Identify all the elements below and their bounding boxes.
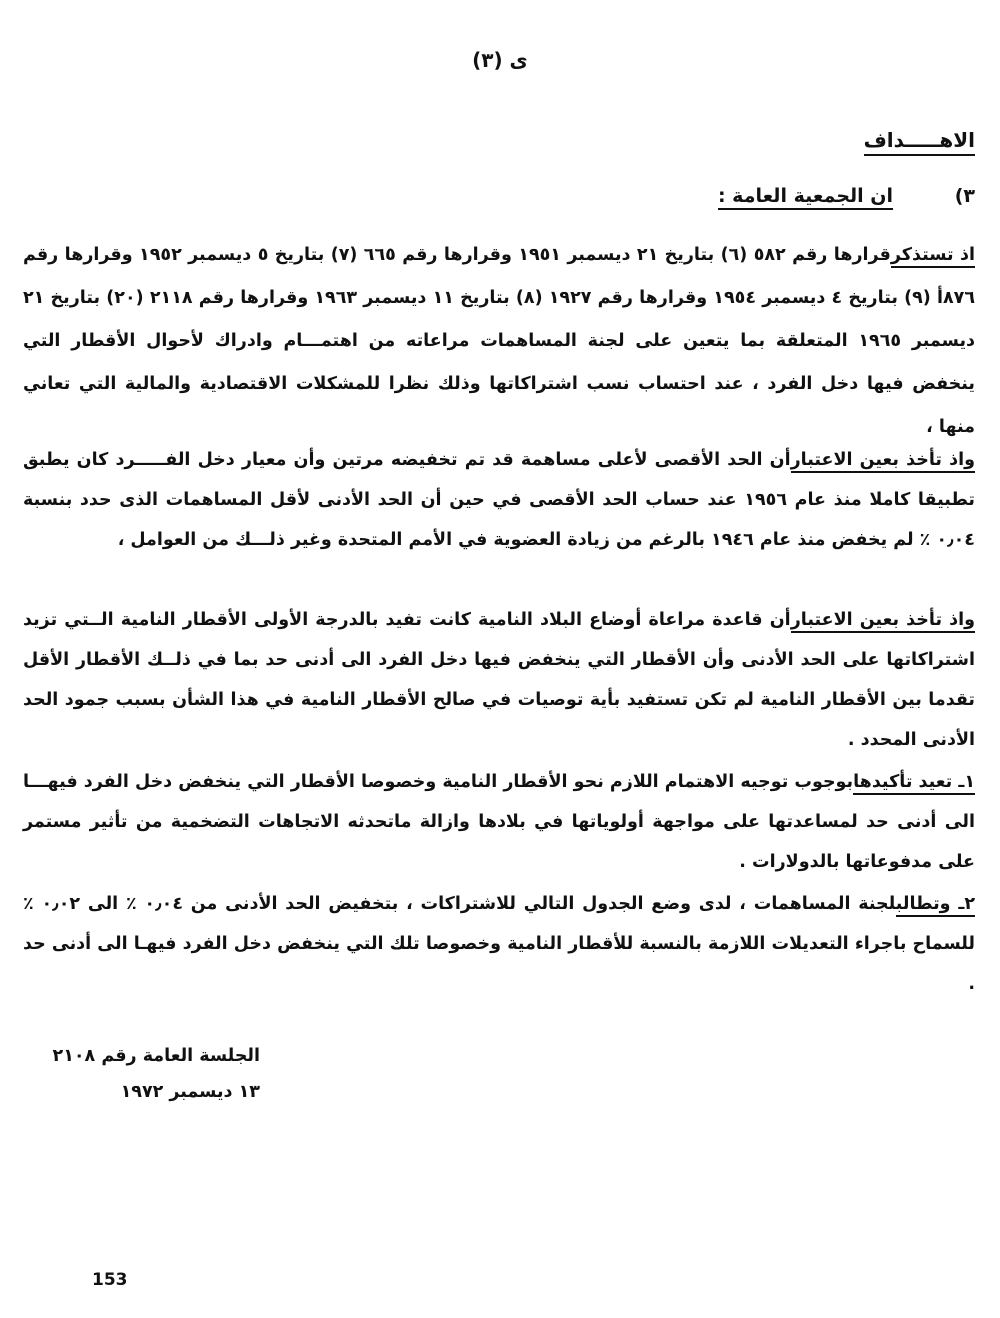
paragraph-lead: اذ تستذكر xyxy=(891,245,975,268)
paragraph-lead: واذ تأخذ بعين الاعتبار xyxy=(791,450,975,473)
paragraph-lead: ١ـ تعيد تأكيدها xyxy=(853,772,975,795)
document-code: ى (٣) xyxy=(472,48,528,72)
paragraph-text: أن قاعدة مراعاة أوضاع البلاد النامية كانت تفيد بالدرجة الأولى الأقطار النامية الــتي تزيد اشتراكاتها على الحد الأدنى وأن الأقطار التي ينخفض فيها دخل الفرد الى أدنى حد بما في ذلــك الأقطار الأقل تقدما بين الأقطار النامية لم تكن تستفيد بأية توصيات في صالح الأقطار النامية في هذا الشأن بسبب جمود الحد الأدنى المحدد . xyxy=(23,610,975,750)
paragraph-text: لجنة المساهمات ، لدى وضع الجدول التالي للاشتراكات ، بتخفيض الحد الأدنى من ٠٫٠٤ ٪ الى ٠٫٠٢ ٪ للسماح باجراء التعديلات اللازمة بالنسبة للأقطار النامية وخصوصا تلك التي ينخفض دخل الفرد فيهـا الى أدنى حد . xyxy=(23,894,975,994)
session-date: ١٣ ديسمبر ١٩٧٢ xyxy=(120,1082,260,1102)
paragraph-reaffirms xyxy=(23,762,975,882)
item-title-text: ان الجمعية العامة : xyxy=(718,185,893,210)
paragraph-text: بوجوب توجيه الاهتمام اللازم نحو الأقطار النامية وخصوصا الأقطار التي ينخفض دخل الفرد فيهـــا الى أدنى حد لمساعدتها على مواجهة أولوياتها في بلادها وازالة ماتحدثه الاتجاهات التضخمية من تأثير مستمر على مدفوعاتها بالدولارات . xyxy=(23,772,975,872)
paragraph-requests xyxy=(23,884,975,1004)
section-heading: الاهـــــداف xyxy=(864,128,975,156)
paragraph-lead: ٢ـ وتطالب xyxy=(896,894,975,917)
paragraph-text: قرارها رقم ٥٨٢ (٦) بتاريخ ٢١ ديسمبر ١٩٥١ وقرارها رقم ٦٦٥ (٧) بتاريخ ٥ ديسمبر ١٩٥٢ وقرارها رقم ٨٧٦أ (٩) بتاريخ ٤ ديسمبر ١٩٥٤ وقرارها رقم ١٩٢٧ (٨) بتاريخ ١١ ديسمبر ١٩٦٣ وقرارها رقم ٢١١٨ (٢٠) بتاريخ ٢١ ديسمبر ١٩٦٥ المتعلقة بما يتعين على لجنة المساهمات مراعاته من اهتمـــام وادراك لأحوال الأقطار التي ينخفض فيها دخل الفرد ، عند احتساب نسب اشتراكاتها وذلك نظرا للمشكلات الاقتصادية والمالية التي تعاني منها ، xyxy=(23,245,976,437)
page-number: 153 xyxy=(92,1270,128,1290)
paragraph-considering-2 xyxy=(23,600,975,760)
item-number: ٣) xyxy=(954,185,975,207)
paragraph-lead: واذ تأخذ بعين الاعتبار xyxy=(791,610,975,633)
session-number: الجلسة العامة رقم ٢١٠٨ xyxy=(52,1046,260,1066)
paragraph-text: أن الحد الأقصى لأعلى مساهمة قد تم تخفيضه مرتين وأن معيار دخل الفـــــرد كان يطبق تطبيقا كاملا منذ عام ١٩٥٦ عند حساب الحد الأقصى في حين أن الحد الأدنى لأقل المساهمات الذى حدد بنسبة ٠٫٠٤ ٪ لم يخفض منذ عام ١٩٤٦ بالرغم من زيادة العضوية في الأمم المتحدة وغير ذلـــك من العوامل ، xyxy=(23,450,975,550)
session-footer xyxy=(53,1038,260,1110)
paragraph-considering-1 xyxy=(23,440,975,560)
paragraph-recalling xyxy=(23,234,975,449)
item-title xyxy=(718,185,893,207)
